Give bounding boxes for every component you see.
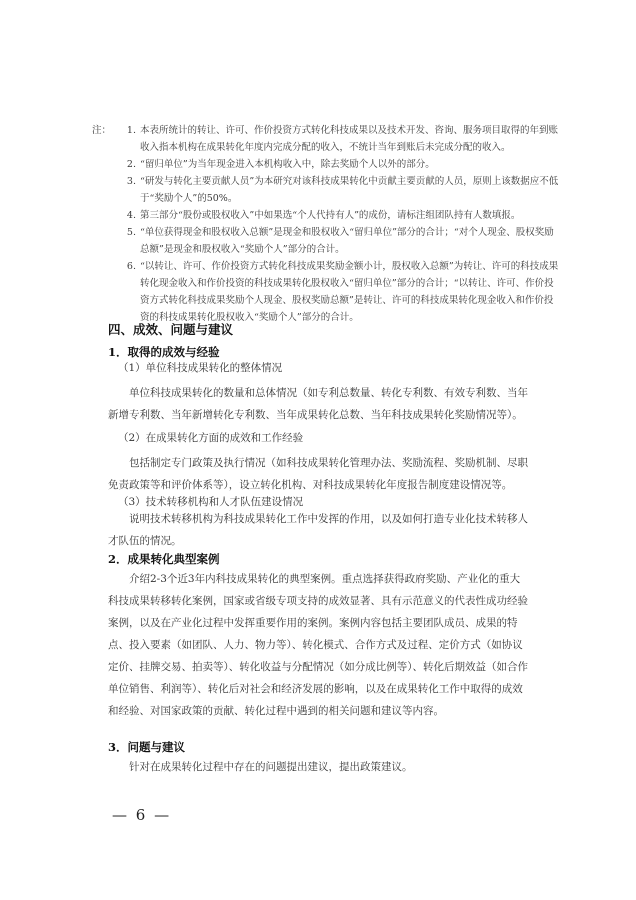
- note-number: 2.: [126, 159, 136, 170]
- notes-block: [92, 122, 562, 326]
- subitem-heading: （3）技术转移机构和人才队伍建设情况: [118, 496, 304, 508]
- note-item: [92, 122, 562, 156]
- page-number: — 6 —: [112, 806, 172, 824]
- section-heading: 四、成效、问题与建议: [108, 322, 234, 337]
- notes-lead: 注：: [92, 125, 112, 136]
- subsection-heading-3: 3．问题与建议: [108, 740, 186, 754]
- note-text: “研发与转化主要贡献人员”为本研究对该科技成果转化中贡献主要贡献的人员，原则上该数据应不低于“奖励个人”的50%。: [140, 176, 559, 204]
- note-item: [92, 156, 562, 173]
- subitem-heading: （2）在成果转化方面的成效和工作经验: [118, 432, 304, 444]
- note-item: [92, 173, 562, 207]
- paragraph: 包括制定专门政策及执行情况（如科技成果转化管理办法、奖励流程、奖励机制、尽职免责政策等和评价体系等），设立转化机构、对科技成果转化年度报告制度建设情况等。: [108, 457, 528, 491]
- note-text: “单位获得现金和股权收入总额”是现金和股权收入“留归单位”部分的合计；“对个人现金、股权奖励总额”是现金和股权收入“奖励个人”部分的合计。: [140, 227, 554, 255]
- paragraph: 单位科技成果转化的数量和总体情况（如专利总数量、转化专利数、有效专利数、当年新增专利数、当年新增转化专利数、当年成果转化总数、当年科技成果转化奖励情况等）。: [108, 387, 528, 421]
- paragraph: 针对在成果转化过程中存在的问题提出建议，提出政策建议。: [129, 761, 413, 773]
- note-item: [92, 207, 562, 224]
- note-number: 5.: [126, 227, 136, 238]
- subsection-heading-2: 2．成果转化典型案例: [108, 552, 220, 566]
- note-text: 第三部分“股份或股权收入”中如果选“个人代持有人”的成份，请标注组团队持有人数填报。: [140, 210, 521, 221]
- note-text: 本表所统计的转让、许可、作价投资方式转化科技成果以及技术开发、咨询、服务项目取得的年到账收入指本机构在成果转化年度内完成分配的收入，不统计当年到账后未完成分配的收入。: [140, 125, 559, 153]
- note-number: 4.: [126, 210, 136, 221]
- paragraph: 介绍2-3个近3年内科技成果转化的典型案例。重点选择获得政府奖励、产业化的重大科技成果转移转化案例，国家或省级专项支持的成效显著、具有示范意义的代表性成功经验案例，以及在产业化过程中发挥重要作用的案例。案例内容包括主要团队成员、成果的特点、投入要素（如团队、人力、物力等）、转化模式、合作方式及过程、定价方式（如协议定价、挂牌交易、拍卖等）、转化收益与分配情况（如分成比例等）、转化后期效益（如合作单位销售、利润等）、转化后对社会和经济发展的影响，以及在成果转化工作中取得的成效和经验、对国家政策的贡献、转化过程中遇到的相关问题和建议等内容。: [108, 573, 528, 717]
- note-number: 3.: [126, 176, 136, 187]
- note-number: 1.: [126, 125, 136, 136]
- note-item: [92, 258, 562, 326]
- subsection-heading-1: 1．取得的成效与经验: [108, 345, 220, 359]
- note-item: [92, 224, 562, 258]
- paragraph: 说明技术转移机构为科技成果转化工作中发挥的作用，以及如何打造专业化技术转移人才队伍的情况。: [108, 513, 528, 547]
- subitem-heading: （1）单位科技成果转化的整体情况: [118, 362, 283, 374]
- note-text: “以转让、许可、作价投资方式转化科技成果奖励金额小计，股权收入总额”为转让、许可的科技成果转化现金收入和作价投资的科技成果转化股权收入“留归单位”部分的合计；“以转让、许可、作价投资方式转化科技成果奖励个人现金、股权奖励总额”是转让、许可的科技成果转化现金收入和作价投资的科技成果转化股权收入“奖励个人”部分的合计。: [140, 261, 559, 323]
- note-text: “留归单位”为当年现金进入本机构收入中，除去奖励个人以外的部分。: [140, 159, 435, 170]
- note-number: 6.: [126, 261, 136, 272]
